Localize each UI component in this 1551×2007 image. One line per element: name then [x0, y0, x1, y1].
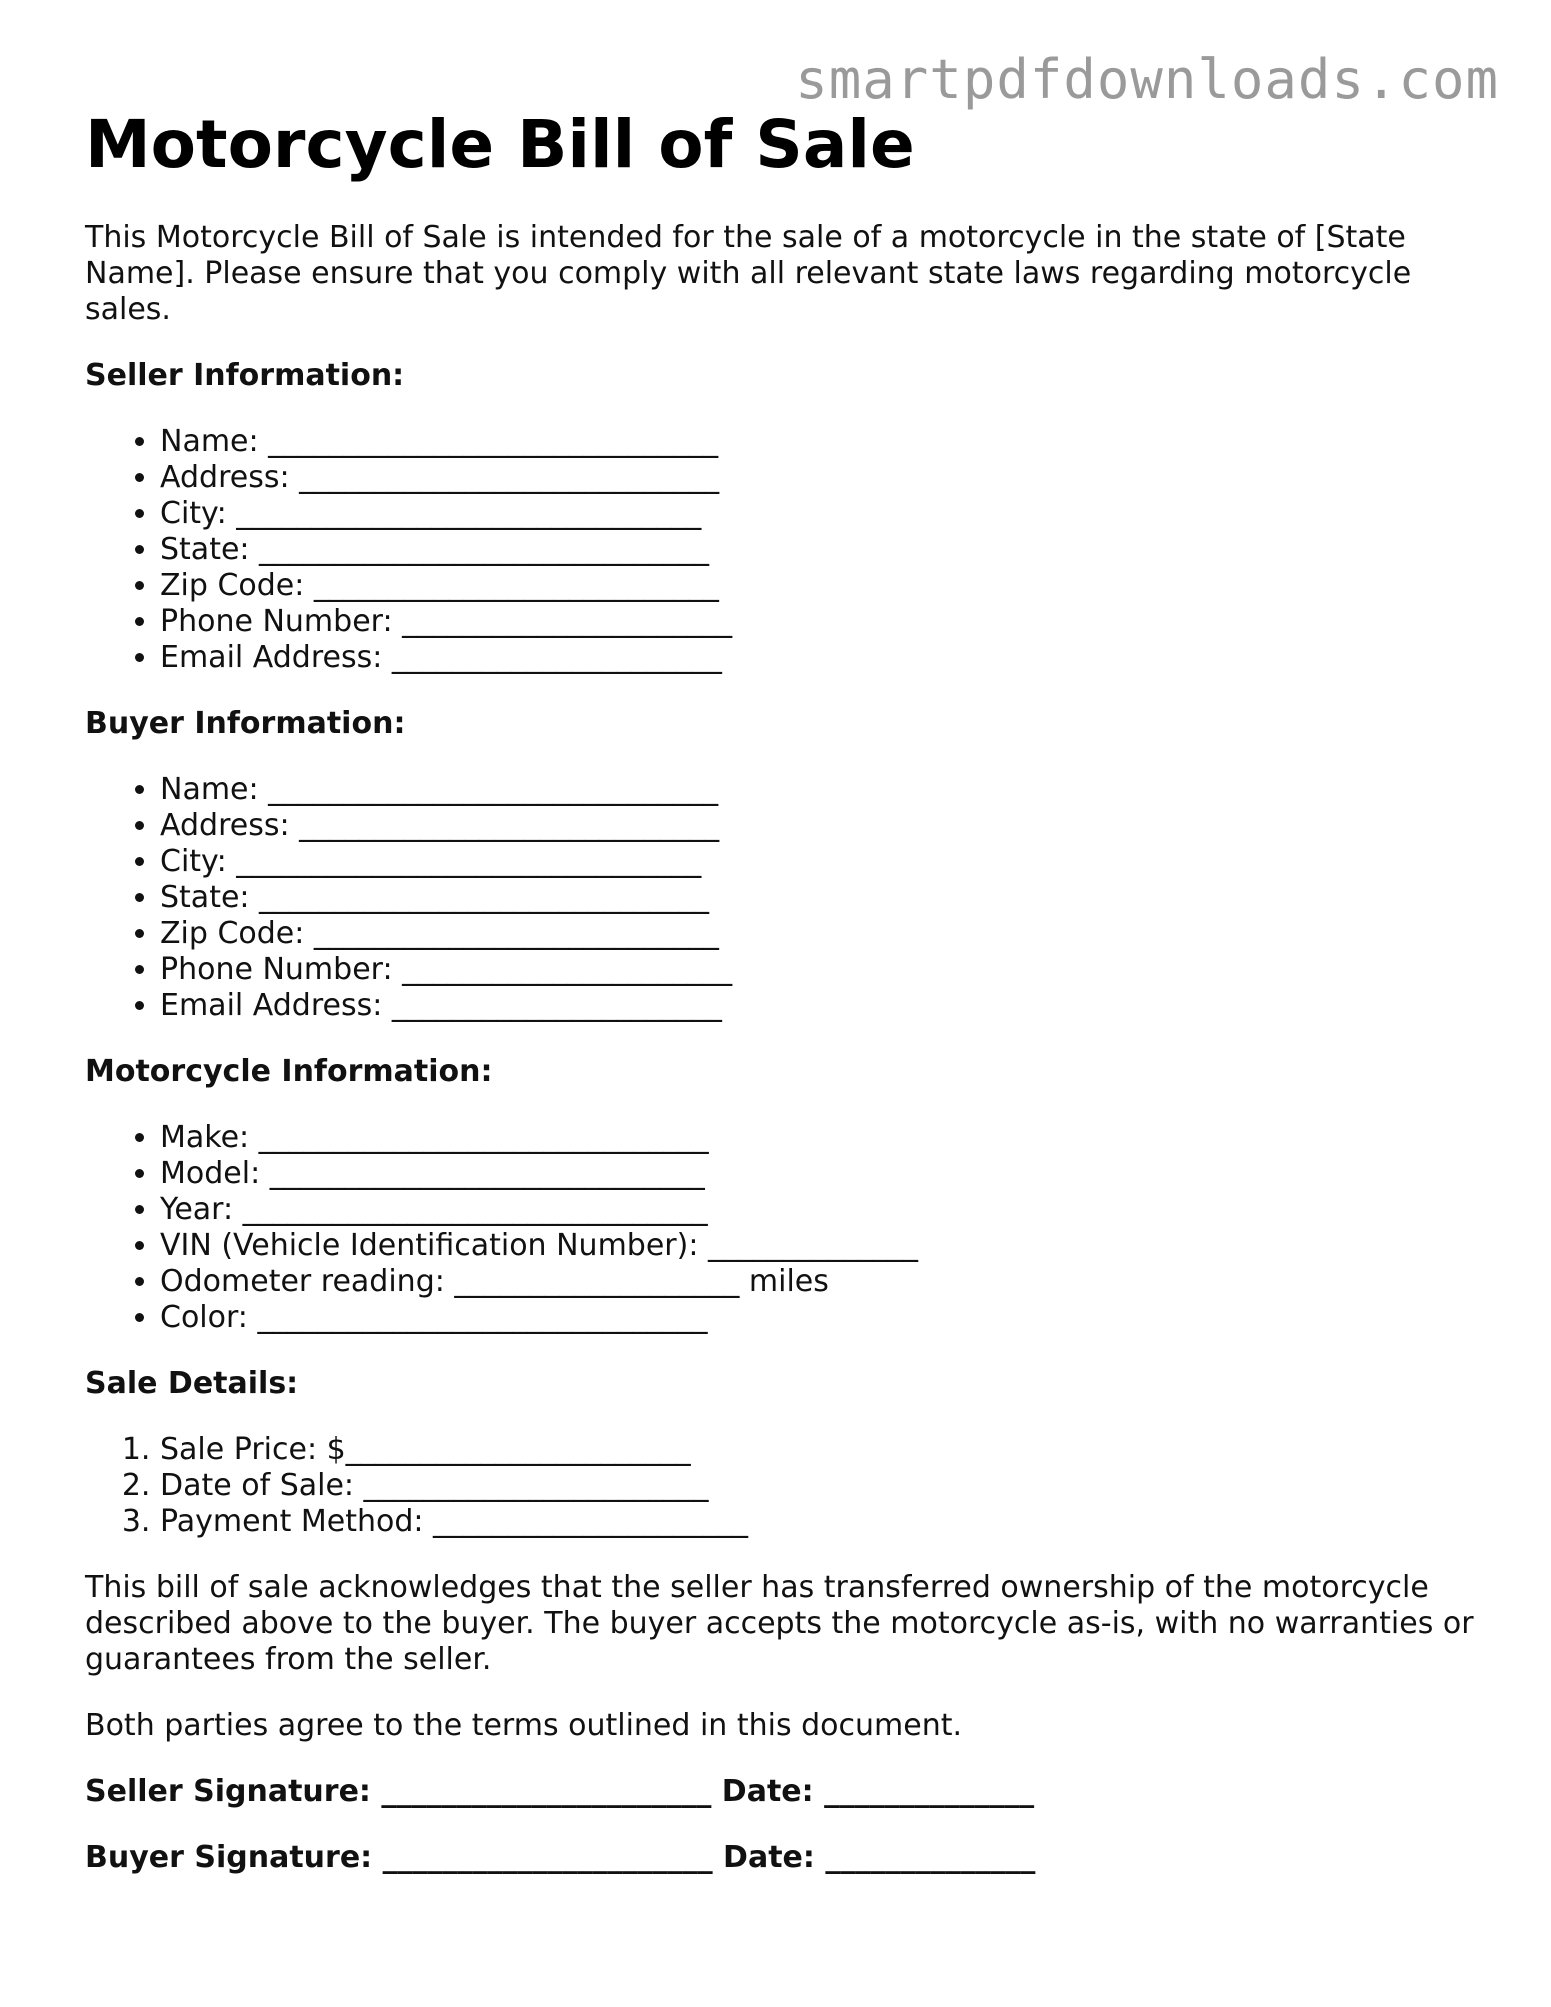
- acknowledgement-paragraph: This bill of sale acknowledges that the seller has transferred ownership of the motorcycle described above to the buyer. The buyer accepts the motorcycle as-is, with no warranties or guarantees from the seller.: [85, 1570, 1474, 1677]
- seller-email-field: • Email Address: ______________________: [160, 640, 1475, 676]
- payment-method-field: 3. Payment Method: _____________________: [160, 1504, 1475, 1540]
- sale-details-list: [85, 1432, 1475, 1540]
- seller-name-field: • Name: ______________________________: [160, 424, 1475, 460]
- motorcycle-model-field: • Model: _____________________________: [160, 1156, 1475, 1192]
- buyer-city-field: • City: _______________________________: [160, 844, 1475, 880]
- buyer-email-field: • Email Address: ______________________: [160, 988, 1475, 1024]
- seller-state-field: • State: ______________________________: [160, 532, 1475, 568]
- motorcycle-odometer-field: • Odometer reading: ___________________ miles: [160, 1264, 1475, 1300]
- intro-paragraph: This Motorcycle Bill of Sale is intended for the sale of a motorcycle in the state of [State Name]. Please ensure that you comply with all relevant state laws regarding motorcycle sales.: [85, 220, 1412, 327]
- document-title: Motorcycle Bill of Sale: [85, 106, 915, 183]
- motorcycle-year-field: • Year: _______________________________: [160, 1192, 1475, 1228]
- watermark: smartpdfdownloads.com: [795, 48, 1499, 111]
- seller-signature-line: Seller Signature: ______________________ Date: ______________: [85, 1774, 1035, 1809]
- seller-phone-field: • Phone Number: ______________________: [160, 604, 1475, 640]
- buyer-zip-field: • Zip Code: ___________________________: [160, 916, 1475, 952]
- motorcycle-information-list: [85, 1120, 1475, 1336]
- buyer-information-heading: Buyer Information:: [85, 706, 406, 741]
- motorcycle-information-heading: Motorcycle Information:: [85, 1054, 493, 1089]
- agreement-paragraph: Both parties agree to the terms outlined in this document.: [85, 1708, 963, 1743]
- sale-details-heading: Sale Details:: [85, 1366, 299, 1401]
- seller-information-heading: Seller Information:: [85, 358, 405, 393]
- seller-address-field: • Address: ____________________________: [160, 460, 1475, 496]
- motorcycle-vin-field: • VIN (Vehicle Identification Number): ______________: [160, 1228, 1475, 1264]
- document-page: [85, 105, 1475, 1876]
- buyer-signature-line: Buyer Signature: ______________________ Date: ______________: [85, 1840, 1036, 1875]
- buyer-information-list: [85, 772, 1475, 1024]
- motorcycle-make-field: • Make: ______________________________: [160, 1120, 1475, 1156]
- buyer-name-field: • Name: ______________________________: [160, 772, 1475, 808]
- motorcycle-color-field: • Color: ______________________________: [160, 1300, 1475, 1336]
- seller-information-list: [85, 424, 1475, 676]
- buyer-phone-field: • Phone Number: ______________________: [160, 952, 1475, 988]
- seller-city-field: • City: _______________________________: [160, 496, 1475, 532]
- buyer-address-field: • Address: ____________________________: [160, 808, 1475, 844]
- buyer-state-field: • State: ______________________________: [160, 880, 1475, 916]
- sale-date-field: 2. Date of Sale: _______________________: [160, 1468, 1475, 1504]
- sale-price-field: 1. Sale Price: $_______________________: [160, 1432, 1475, 1468]
- seller-zip-field: • Zip Code: ___________________________: [160, 568, 1475, 604]
